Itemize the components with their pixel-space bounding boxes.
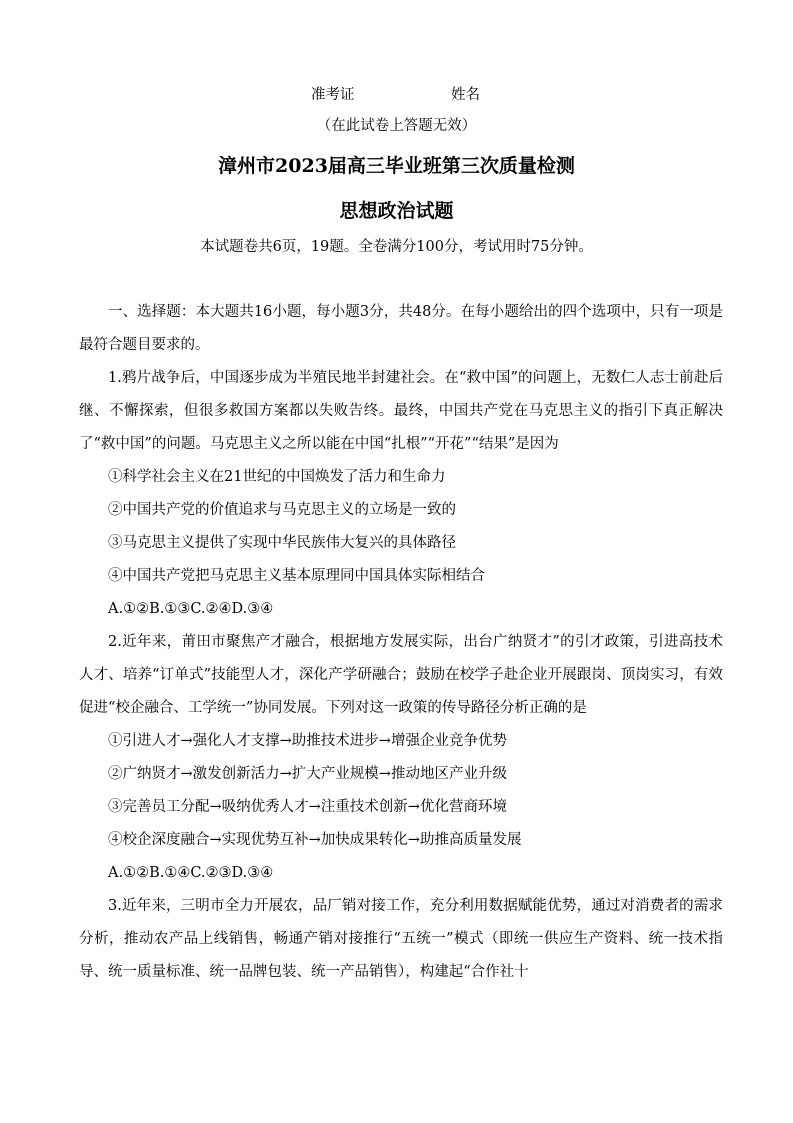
- question-3: [79, 890, 723, 989]
- section-instructions: 一、选择题：本大题共16小题，每小题3分，共48分。在每小题给出的四个选项中，只有一项是最符合题目要求的。: [79, 304, 723, 353]
- answer-choices: A.①②B.①④C.②③D.③④: [108, 865, 274, 881]
- exam-id-label: 准考证: [311, 87, 355, 103]
- statement-item: ③马克思主义提供了实现中华民族伟大复兴的具体路径: [108, 535, 456, 551]
- question-stem: 2.近年来，莆田市聚焦产才融合，根据地方发展实际，出台广纳贤才”的引才政策，引进高技术人才、培养“订单式”技能型人才，深化产学研融合；鼓励在校学子赴企业开展跟岗、顶岗实习，有效促进“校企融合、工学统一”协同发展。下列对这一政策的传导路径分析正确的是: [79, 634, 723, 716]
- statement-item: ③完善员工分配→吸纳优秀人才→注重技术创新→优化营商环境: [108, 799, 507, 815]
- question-stem: 1.鸦片战争后，中国逐步成为半殖民地半封建社会。在“救中国”的问题上，无数仁人志士前赴后继、不懈探索，但很多救国方案都以失败告终。最终，中国共产党在马克思主义的指引下真正解决了“救中国”的问题。马克思主义之所以能在中国“扎根”“开花”“结果”是因为: [79, 370, 723, 452]
- candidate-info-line: [0, 83, 793, 103]
- exam-info: 本试题卷共6页，19题。全卷满分100分，考试用时75分钟。: [200, 239, 593, 255]
- name-label: 姓名: [451, 87, 480, 103]
- exam-title: 漳州市2023届高三毕业班第三次质量检测: [218, 155, 575, 177]
- statement-item: ④中国共产党把马克思主义基本原理同中国具体实际相结合: [108, 568, 485, 584]
- question-stem: 3.近年来，三明市全力开展农，品厂销对接工作，充分利用数据赋能优势，通过对消费者的需求分析，推动农产品上线销售，畅通产销对接推行“五统一”模式（即统一供应生产资料、统一技术指导、统一质量标准、统一品牌包装、统一产品销售），构建起“合作社十: [79, 898, 723, 980]
- subject-title: 思想政治试题: [339, 200, 454, 222]
- answer-choices: A.①②B.①③C.②④D.③④: [108, 601, 274, 617]
- answer-notice: （在此试卷上答题无效）: [316, 118, 477, 134]
- question-1: [79, 362, 723, 626]
- statement-item: ①引进人才→强化人才支撑→助推技术进步→增强企业竞争优势: [108, 733, 507, 749]
- statement-item: ④校企深度融合→实现优势互补→加快成果转化→助推高质量发展: [108, 832, 522, 848]
- statement-item: ②广纳贤才→激发创新活力→扩大产业规模→推动地区产业升级: [108, 766, 507, 782]
- statement-item: ②中国共产党的价值追求与马克思主义的立场是一致的: [108, 502, 456, 518]
- question-content: [79, 296, 723, 989]
- question-2: [79, 626, 723, 890]
- statement-item: ①科学社会主义在21世纪的中国焕发了活力和生命力: [108, 469, 446, 485]
